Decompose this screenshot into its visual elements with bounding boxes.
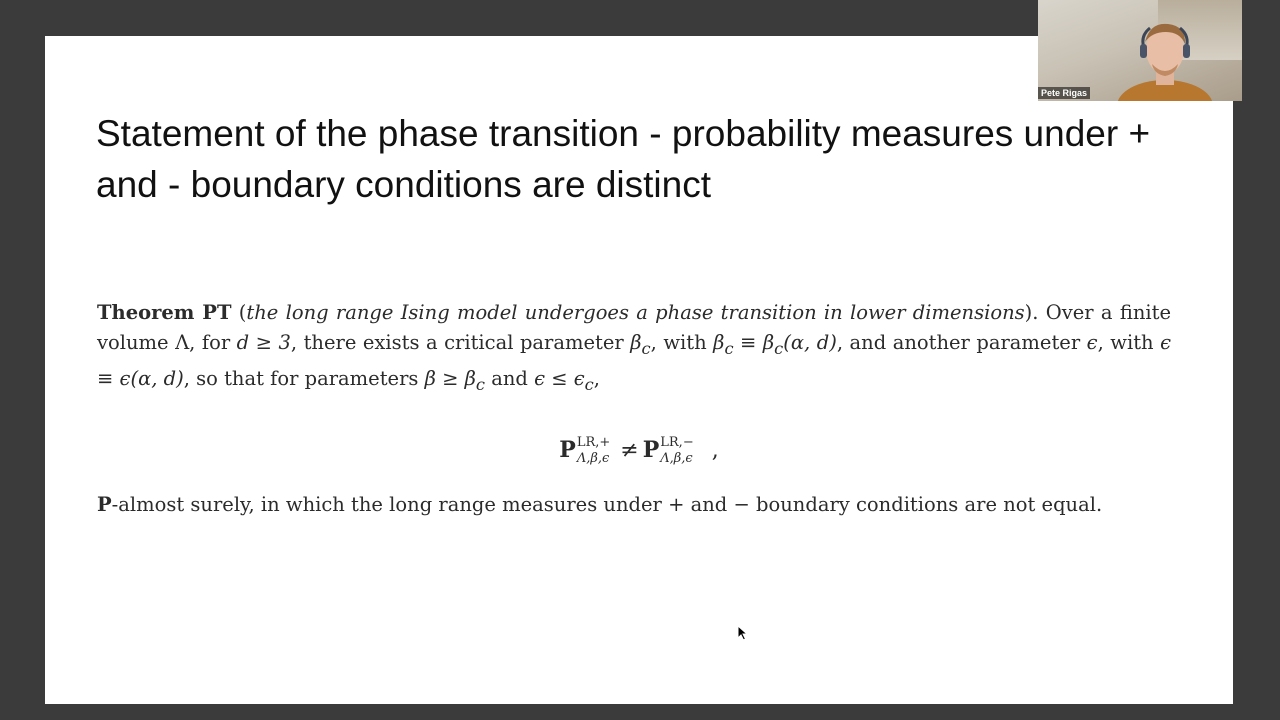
beta-condition: $\beta \ge \beta_c$: [424, 366, 486, 394]
measure-plus-indices: [577, 435, 610, 467]
slide-title: Statement of the phase transition - probability measures under + and - boundary conditions are distinct: [96, 113, 1151, 205]
measure-minus-sup: LR,−: [660, 435, 694, 450]
theorem-label: Theorem PT: [97, 301, 232, 324]
epsilon-symbol: ϵ: [1086, 331, 1098, 354]
theorem-text-2: , there exists a critical parameter: [290, 331, 631, 354]
closing-bold-p: P: [97, 493, 112, 516]
theorem-paragraph: Theorem PT (the long range Ising model undergoes a phase transition in lower dimensions). Over a finite volume Λ, for d ≥ 3, there exists a critical parameter $\beta_c$, with $\beta_c \equiv \beta_c(\alpha$, d), and another parameter ϵ, with ϵ ≡ ϵ(α, d), so that for parameters $\beta \ge \beta_c$ and $\epsilon \le \epsilon_c$,: [97, 301, 1172, 394]
epsilon-definition: ϵ ≡ ϵ(α, d): [97, 331, 1172, 390]
presentation-slide: [45, 36, 1233, 704]
theorem-text-7: and: [485, 366, 535, 390]
participant-name-label: Pete Rigas: [1038, 87, 1090, 99]
closing-sentence: [97, 490, 1171, 520]
theorem-text-4: , and another parameter: [836, 331, 1087, 354]
theorem-text-6: , so that for parameters: [183, 366, 425, 390]
measure-plus: P: [559, 437, 576, 463]
measure-minus-sub: Λ,β,ϵ: [660, 451, 693, 466]
theorem-text-8: ,: [593, 366, 600, 390]
display-equation: [45, 430, 1233, 471]
participant-avatar-icon: [1110, 14, 1220, 101]
theorem-text-5: , with: [1097, 331, 1161, 354]
beta-definition: $\beta_c \equiv \beta_c(\alpha$, d): [713, 331, 837, 358]
theorem-text-1: . Over a finite volume Λ, for: [97, 301, 1171, 354]
equation-comma: ,: [711, 438, 719, 463]
participant-video-tile[interactable]: [1038, 0, 1242, 101]
measure-plus-sup: LR,+: [576, 435, 611, 450]
not-equal-sign: ≠: [620, 438, 639, 463]
theorem-parenthetical: the long range Ising model undergoes a phase transition in lower dimensions: [246, 301, 1025, 324]
mouse-pointer-icon: [737, 625, 749, 641]
epsilon-condition: $\epsilon \le \epsilon_c$: [534, 366, 594, 394]
measure-minus: P: [642, 437, 660, 463]
closing-text: -almost surely, in which the long range measures under + and − boundary conditions are not equal.: [111, 493, 1103, 516]
beta-critical: $\beta_c$: [630, 331, 651, 358]
measure-minus-indices: [660, 435, 693, 467]
theorem-text-3: , with: [650, 331, 714, 354]
dimension-condition: d ≥ 3: [236, 331, 291, 354]
measure-plus-sub: Λ,β,ϵ: [576, 451, 610, 466]
